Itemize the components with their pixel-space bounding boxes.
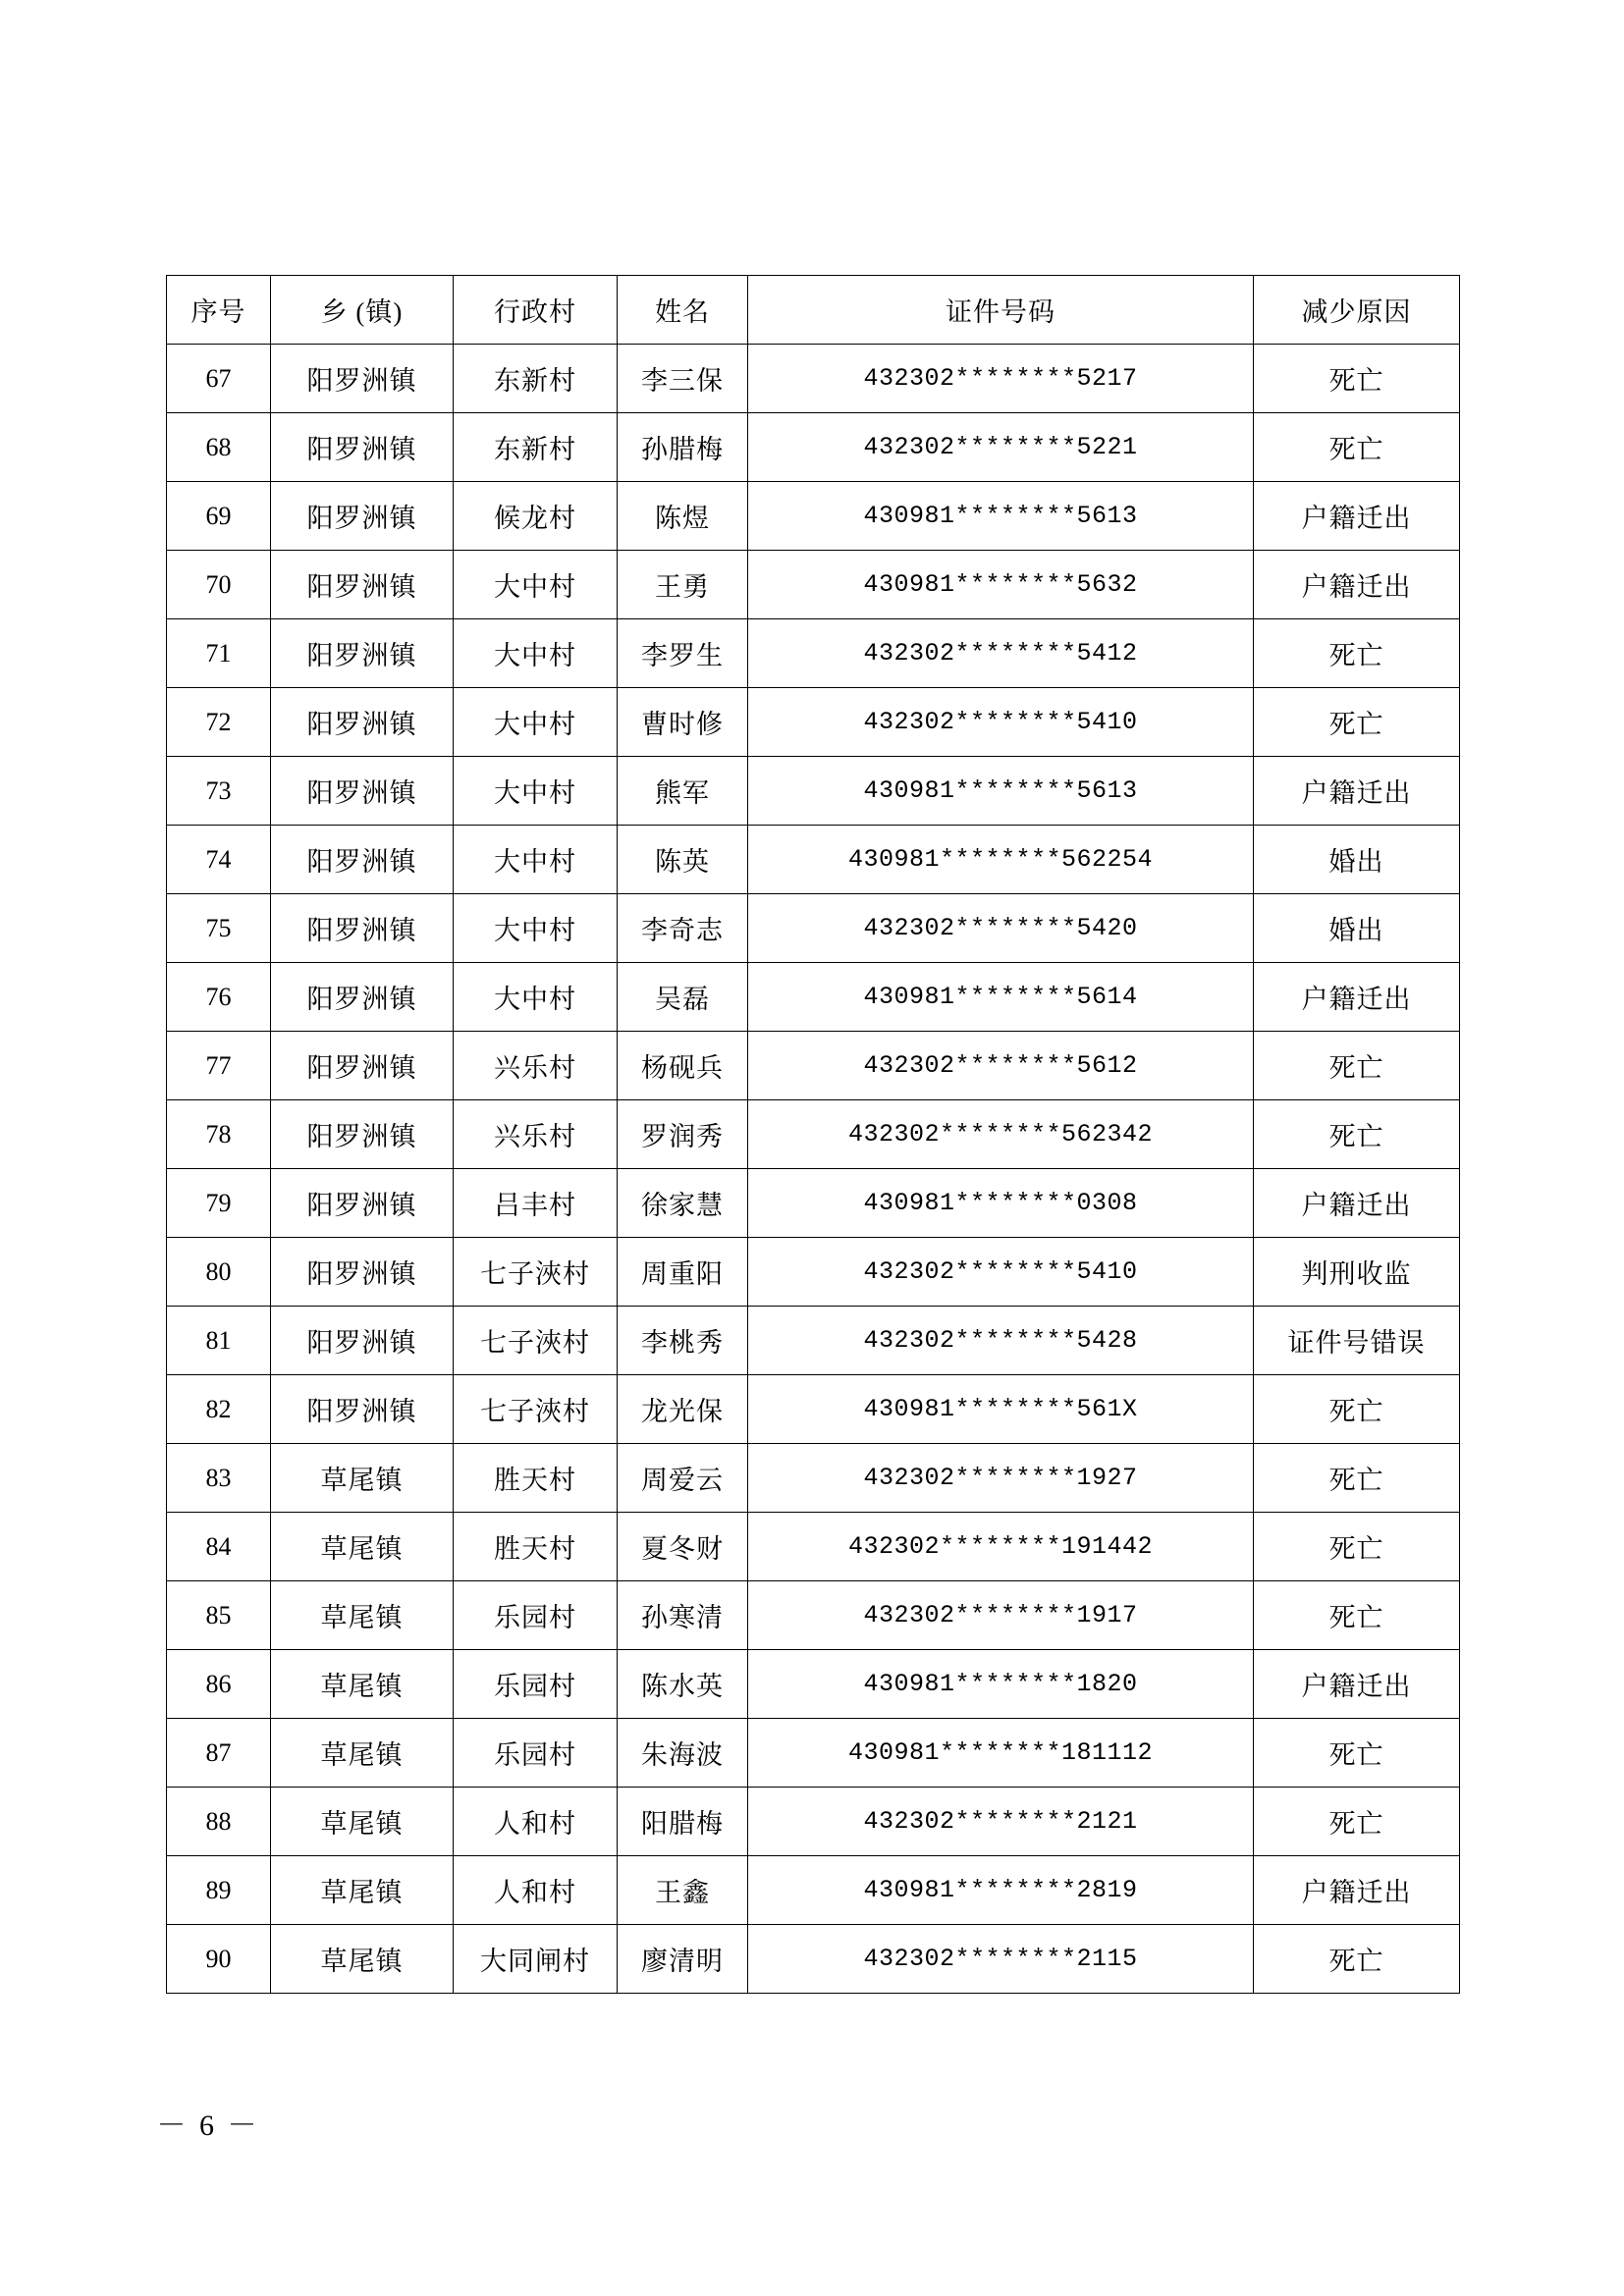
cell-reason: 死亡 xyxy=(1254,1444,1460,1513)
table-row xyxy=(167,551,1460,619)
cell-name: 周爱云 xyxy=(618,1444,748,1513)
cell-name: 朱海波 xyxy=(618,1719,748,1788)
cell-reason: 户籍迁出 xyxy=(1254,757,1460,826)
cell-name: 陈英 xyxy=(618,826,748,894)
cell-index: 88 xyxy=(167,1788,271,1856)
cell-township: 草尾镇 xyxy=(271,1925,454,1994)
cell-id-number: 432302********5612 xyxy=(748,1032,1254,1100)
table-row xyxy=(167,413,1460,482)
cell-id-number: 432302********1927 xyxy=(748,1444,1254,1513)
cell-name: 廖清明 xyxy=(618,1925,748,1994)
cell-village: 兴乐村 xyxy=(454,1100,618,1169)
cell-reason: 户籍迁出 xyxy=(1254,1856,1460,1925)
cell-township: 阳罗洲镇 xyxy=(271,826,454,894)
cell-village: 大中村 xyxy=(454,757,618,826)
cell-village: 大中村 xyxy=(454,619,618,688)
cell-id-number: 430981********562254 xyxy=(748,826,1254,894)
cell-name: 吴磊 xyxy=(618,963,748,1032)
cell-id-number: 432302********5428 xyxy=(748,1307,1254,1375)
column-header-id-number: 证件号码 xyxy=(748,276,1254,345)
cell-township: 阳罗洲镇 xyxy=(271,1100,454,1169)
page-number xyxy=(0,2101,1624,2144)
cell-village: 大中村 xyxy=(454,894,618,963)
cell-reason: 死亡 xyxy=(1254,1375,1460,1444)
cell-township: 阳罗洲镇 xyxy=(271,894,454,963)
cell-index: 81 xyxy=(167,1307,271,1375)
cell-index: 74 xyxy=(167,826,271,894)
table-row xyxy=(167,688,1460,757)
table-row xyxy=(167,1856,1460,1925)
cell-index: 76 xyxy=(167,963,271,1032)
cell-name: 龙光保 xyxy=(618,1375,748,1444)
cell-id-number: 432302********5412 xyxy=(748,619,1254,688)
table-row xyxy=(167,757,1460,826)
cell-township: 阳罗洲镇 xyxy=(271,963,454,1032)
cell-name: 孙寒清 xyxy=(618,1581,748,1650)
cell-name: 李奇志 xyxy=(618,894,748,963)
column-header-name: 姓名 xyxy=(618,276,748,345)
cell-reason: 死亡 xyxy=(1254,1925,1460,1994)
cell-township: 阳罗洲镇 xyxy=(271,1032,454,1100)
table-row xyxy=(167,894,1460,963)
cell-township: 阳罗洲镇 xyxy=(271,1375,454,1444)
cell-name: 熊军 xyxy=(618,757,748,826)
cell-id-number: 432302********5410 xyxy=(748,688,1254,757)
column-header-township: 乡 (镇) xyxy=(271,276,454,345)
cell-township: 阳罗洲镇 xyxy=(271,551,454,619)
table-row xyxy=(167,1169,1460,1238)
table-row xyxy=(167,482,1460,551)
table-row xyxy=(167,1719,1460,1788)
cell-reason: 死亡 xyxy=(1254,1788,1460,1856)
cell-name: 李三保 xyxy=(618,345,748,413)
cell-village: 人和村 xyxy=(454,1856,618,1925)
cell-village: 人和村 xyxy=(454,1788,618,1856)
cell-name: 孙腊梅 xyxy=(618,413,748,482)
cell-village: 东新村 xyxy=(454,413,618,482)
page-number-label: － 6 － xyxy=(156,2109,260,2142)
cell-name: 曹时修 xyxy=(618,688,748,757)
cell-id-number: 432302********562342 xyxy=(748,1100,1254,1169)
table-row xyxy=(167,963,1460,1032)
cell-id-number: 432302********5217 xyxy=(748,345,1254,413)
cell-index: 87 xyxy=(167,1719,271,1788)
column-header-reason: 减少原因 xyxy=(1254,276,1460,345)
cell-reason: 死亡 xyxy=(1254,1032,1460,1100)
cell-village: 七子浹村 xyxy=(454,1238,618,1307)
cell-township: 草尾镇 xyxy=(271,1788,454,1856)
column-header-index: 序号 xyxy=(167,276,271,345)
cell-reason: 户籍迁出 xyxy=(1254,551,1460,619)
cell-id-number: 430981********5614 xyxy=(748,963,1254,1032)
cell-village: 胜天村 xyxy=(454,1444,618,1513)
cell-index: 83 xyxy=(167,1444,271,1513)
cell-name: 周重阳 xyxy=(618,1238,748,1307)
table-row xyxy=(167,1650,1460,1719)
cell-village: 大中村 xyxy=(454,551,618,619)
cell-township: 阳罗洲镇 xyxy=(271,619,454,688)
cell-name: 王勇 xyxy=(618,551,748,619)
cell-village: 候龙村 xyxy=(454,482,618,551)
cell-reason: 死亡 xyxy=(1254,413,1460,482)
cell-township: 草尾镇 xyxy=(271,1856,454,1925)
cell-township: 草尾镇 xyxy=(271,1581,454,1650)
cell-village: 胜天村 xyxy=(454,1513,618,1581)
cell-index: 89 xyxy=(167,1856,271,1925)
cell-village: 乐园村 xyxy=(454,1650,618,1719)
cell-township: 阳罗洲镇 xyxy=(271,345,454,413)
cell-reason: 证件号错误 xyxy=(1254,1307,1460,1375)
cell-township: 阳罗洲镇 xyxy=(271,688,454,757)
cell-township: 草尾镇 xyxy=(271,1719,454,1788)
cell-village: 七子浹村 xyxy=(454,1375,618,1444)
cell-reason: 死亡 xyxy=(1254,345,1460,413)
cell-index: 75 xyxy=(167,894,271,963)
cell-township: 阳罗洲镇 xyxy=(271,1307,454,1375)
table-row xyxy=(167,1788,1460,1856)
cell-id-number: 430981********1820 xyxy=(748,1650,1254,1719)
cell-id-number: 430981********5613 xyxy=(748,482,1254,551)
cell-reason: 死亡 xyxy=(1254,1100,1460,1169)
cell-reason: 死亡 xyxy=(1254,1513,1460,1581)
cell-township: 草尾镇 xyxy=(271,1650,454,1719)
cell-reason: 户籍迁出 xyxy=(1254,1169,1460,1238)
table-row xyxy=(167,619,1460,688)
cell-name: 罗润秀 xyxy=(618,1100,748,1169)
cell-index: 78 xyxy=(167,1100,271,1169)
cell-id-number: 432302********2115 xyxy=(748,1925,1254,1994)
cell-village: 兴乐村 xyxy=(454,1032,618,1100)
cell-id-number: 430981********561X xyxy=(748,1375,1254,1444)
cell-reason: 死亡 xyxy=(1254,688,1460,757)
cell-name: 李罗生 xyxy=(618,619,748,688)
cell-village: 大中村 xyxy=(454,963,618,1032)
cell-township: 阳罗洲镇 xyxy=(271,413,454,482)
cell-index: 73 xyxy=(167,757,271,826)
cell-index: 77 xyxy=(167,1032,271,1100)
cell-township: 草尾镇 xyxy=(271,1444,454,1513)
cell-reason: 死亡 xyxy=(1254,1581,1460,1650)
table-row xyxy=(167,826,1460,894)
table-row xyxy=(167,345,1460,413)
cell-index: 70 xyxy=(167,551,271,619)
table-row xyxy=(167,1444,1460,1513)
cell-township: 阳罗洲镇 xyxy=(271,1238,454,1307)
cell-index: 67 xyxy=(167,345,271,413)
cell-index: 69 xyxy=(167,482,271,551)
reduction-list-table xyxy=(166,275,1460,1994)
cell-id-number: 430981********5632 xyxy=(748,551,1254,619)
table-row xyxy=(167,1307,1460,1375)
cell-id-number: 430981********5613 xyxy=(748,757,1254,826)
table-row xyxy=(167,1513,1460,1581)
cell-name: 徐家慧 xyxy=(618,1169,748,1238)
table-row xyxy=(167,1581,1460,1650)
cell-village: 七子浹村 xyxy=(454,1307,618,1375)
cell-id-number: 430981********181112 xyxy=(748,1719,1254,1788)
cell-reason: 户籍迁出 xyxy=(1254,482,1460,551)
cell-index: 80 xyxy=(167,1238,271,1307)
table-header xyxy=(167,276,1460,345)
cell-id-number: 432302********2121 xyxy=(748,1788,1254,1856)
cell-reason: 婚出 xyxy=(1254,826,1460,894)
table-body xyxy=(167,345,1460,1994)
table-row xyxy=(167,1238,1460,1307)
cell-id-number: 432302********5410 xyxy=(748,1238,1254,1307)
cell-index: 79 xyxy=(167,1169,271,1238)
cell-id-number: 432302********191442 xyxy=(748,1513,1254,1581)
cell-reason: 判刑收监 xyxy=(1254,1238,1460,1307)
cell-township: 阳罗洲镇 xyxy=(271,757,454,826)
cell-village: 乐园村 xyxy=(454,1581,618,1650)
cell-index: 68 xyxy=(167,413,271,482)
column-header-village: 行政村 xyxy=(454,276,618,345)
cell-village: 大中村 xyxy=(454,688,618,757)
cell-reason: 户籍迁出 xyxy=(1254,963,1460,1032)
cell-name: 陈水英 xyxy=(618,1650,748,1719)
cell-name: 阳腊梅 xyxy=(618,1788,748,1856)
cell-index: 84 xyxy=(167,1513,271,1581)
cell-reason: 死亡 xyxy=(1254,1719,1460,1788)
cell-township: 阳罗洲镇 xyxy=(271,1169,454,1238)
table-row xyxy=(167,1032,1460,1100)
table-header-row xyxy=(167,276,1460,345)
cell-name: 陈煜 xyxy=(618,482,748,551)
cell-name: 王鑫 xyxy=(618,1856,748,1925)
cell-name: 夏冬财 xyxy=(618,1513,748,1581)
cell-index: 71 xyxy=(167,619,271,688)
cell-id-number: 430981********0308 xyxy=(748,1169,1254,1238)
table-row xyxy=(167,1925,1460,1994)
reduction-list-table-container xyxy=(166,275,1459,1994)
table-row xyxy=(167,1375,1460,1444)
table-row xyxy=(167,1100,1460,1169)
cell-id-number: 432302********5221 xyxy=(748,413,1254,482)
cell-index: 86 xyxy=(167,1650,271,1719)
cell-village: 乐园村 xyxy=(454,1719,618,1788)
cell-village: 东新村 xyxy=(454,345,618,413)
cell-reason: 婚出 xyxy=(1254,894,1460,963)
cell-id-number: 430981********2819 xyxy=(748,1856,1254,1925)
cell-id-number: 432302********1917 xyxy=(748,1581,1254,1650)
cell-township: 草尾镇 xyxy=(271,1513,454,1581)
cell-index: 90 xyxy=(167,1925,271,1994)
cell-township: 阳罗洲镇 xyxy=(271,482,454,551)
cell-id-number: 432302********5420 xyxy=(748,894,1254,963)
cell-name: 李桃秀 xyxy=(618,1307,748,1375)
cell-village: 大同闸村 xyxy=(454,1925,618,1994)
cell-reason: 户籍迁出 xyxy=(1254,1650,1460,1719)
cell-index: 72 xyxy=(167,688,271,757)
cell-reason: 死亡 xyxy=(1254,619,1460,688)
cell-index: 85 xyxy=(167,1581,271,1650)
cell-name: 杨砚兵 xyxy=(618,1032,748,1100)
cell-village: 吕丰村 xyxy=(454,1169,618,1238)
cell-village: 大中村 xyxy=(454,826,618,894)
cell-index: 82 xyxy=(167,1375,271,1444)
